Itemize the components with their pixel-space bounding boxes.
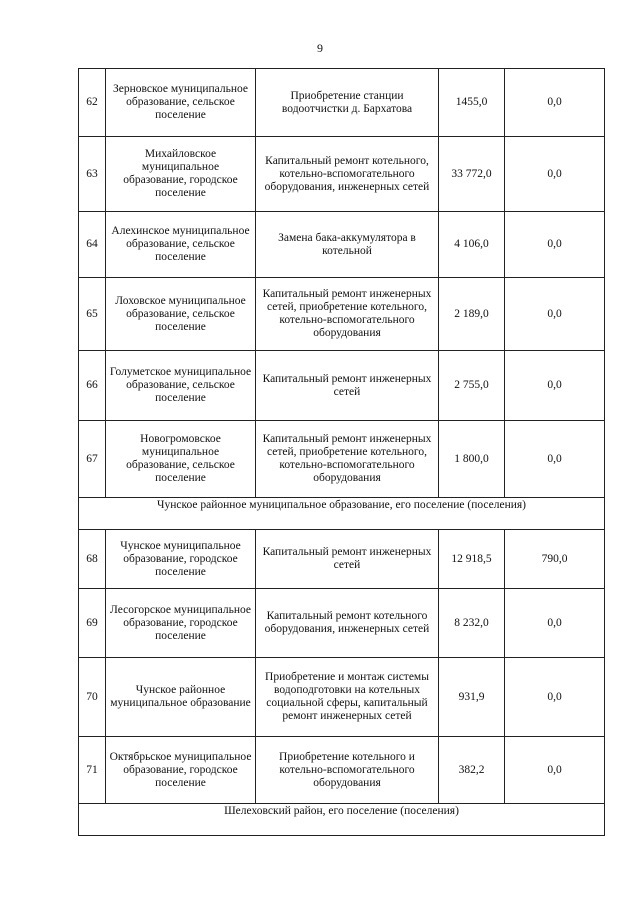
municipality-cell: Чунское районное муниципальное образование [106, 658, 256, 737]
work-cell: Капитальный ремонт котельного оборудования, инженерных сетей [256, 589, 439, 658]
municipality-cell: Новогромовское муниципальное образование, сельское поселение [106, 421, 256, 498]
extra-amount-cell: 0,0 [505, 737, 605, 804]
table-row [79, 69, 605, 137]
amount-cell: 1455,0 [439, 69, 505, 137]
section-header-row [79, 804, 605, 836]
row-number: 65 [79, 278, 106, 351]
amount-cell: 1 800,0 [439, 421, 505, 498]
section-title: Шелеховский район, его поселение (поселения) [79, 804, 605, 836]
page-number: 9 [317, 41, 323, 55]
extra-amount-cell: 0,0 [505, 351, 605, 421]
municipality-cell: Октябрьское муниципальное образование, городское поселение [106, 737, 256, 804]
amount-cell: 2 755,0 [439, 351, 505, 421]
budget-table [78, 68, 605, 836]
work-cell: Капитальный ремонт инженерных сетей [256, 351, 439, 421]
row-number: 67 [79, 421, 106, 498]
amount-cell: 2 189,0 [439, 278, 505, 351]
municipality-cell: Лесогорское муниципальное образование, городское поселение [106, 589, 256, 658]
row-number: 62 [79, 69, 106, 137]
table-row [79, 589, 605, 658]
municipality-cell: Лоховское муниципальное образование, сельское поселение [106, 278, 256, 351]
table-row [79, 737, 605, 804]
amount-cell: 33 772,0 [439, 137, 505, 212]
table-row [79, 658, 605, 737]
work-cell: Капитальный ремонт котельного, котельно-вспомогательного оборудования, инженерных сетей [256, 137, 439, 212]
amount-cell: 382,2 [439, 737, 505, 804]
row-number: 66 [79, 351, 106, 421]
table-row [79, 530, 605, 589]
table-row [79, 421, 605, 498]
section-header-row [79, 498, 605, 530]
extra-amount-cell: 790,0 [505, 530, 605, 589]
work-cell: Капитальный ремонт инженерных сетей, приобретение котельного, котельно-вспомогательного оборудования [256, 421, 439, 498]
work-cell: Капитальный ремонт инженерных сетей [256, 530, 439, 589]
table-row [79, 212, 605, 278]
work-cell: Замена бака-аккумулятора в котельной [256, 212, 439, 278]
row-number: 63 [79, 137, 106, 212]
extra-amount-cell: 0,0 [505, 421, 605, 498]
municipality-cell: Чунское муниципальное образование, городское поселение [106, 530, 256, 589]
amount-cell: 12 918,5 [439, 530, 505, 589]
municipality-cell: Зерновское муниципальное образование, сельское поселение [106, 69, 256, 137]
table-row [79, 351, 605, 421]
amount-cell: 8 232,0 [439, 589, 505, 658]
extra-amount-cell: 0,0 [505, 589, 605, 658]
extra-amount-cell: 0,0 [505, 658, 605, 737]
extra-amount-cell: 0,0 [505, 69, 605, 137]
row-number: 70 [79, 658, 106, 737]
extra-amount-cell: 0,0 [505, 278, 605, 351]
municipality-cell: Михайловское муниципальное образование, городское поселение [106, 137, 256, 212]
work-cell: Приобретение станции водоотчистки д. Бархатова [256, 69, 439, 137]
amount-cell: 4 106,0 [439, 212, 505, 278]
row-number: 68 [79, 530, 106, 589]
section-title: Чунское районное муниципальное образование, его поселение (поселения) [79, 498, 605, 530]
table-row [79, 137, 605, 212]
work-cell: Капитальный ремонт инженерных сетей, приобретение котельного, котельно-вспомогательного оборудования [256, 278, 439, 351]
municipality-cell: Голуметское муниципальное образование, сельское поселение [106, 351, 256, 421]
row-number: 64 [79, 212, 106, 278]
work-cell: Приобретение котельного и котельно-вспомогательного оборудования [256, 737, 439, 804]
table-row [79, 278, 605, 351]
extra-amount-cell: 0,0 [505, 137, 605, 212]
row-number: 71 [79, 737, 106, 804]
municipality-cell: Алехинское муниципальное образование, сельское поселение [106, 212, 256, 278]
work-cell: Приобретение и монтаж системы водоподготовки на котельных социальной сферы, капитальный ремонт инженерных сетей [256, 658, 439, 737]
row-number: 69 [79, 589, 106, 658]
extra-amount-cell: 0,0 [505, 212, 605, 278]
amount-cell: 931,9 [439, 658, 505, 737]
